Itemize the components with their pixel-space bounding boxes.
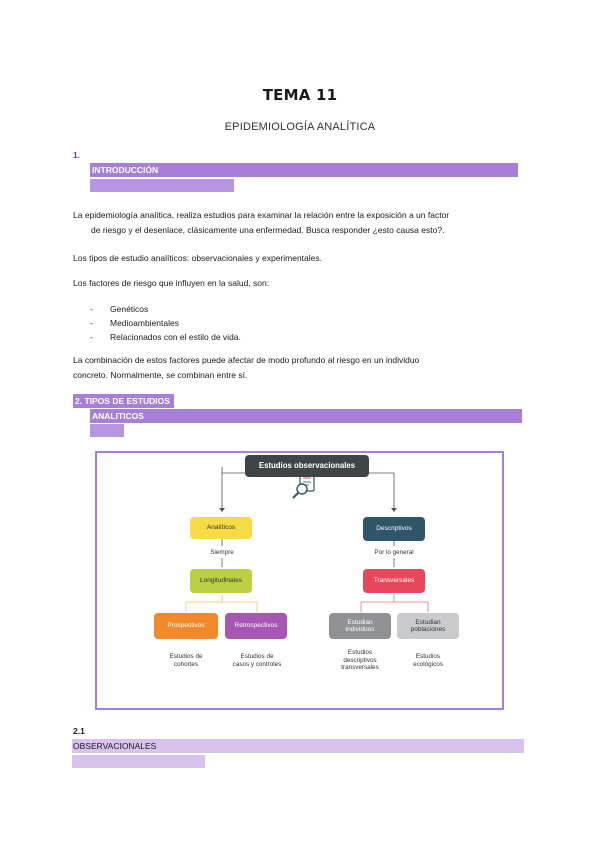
individuals-node bbox=[329, 613, 391, 639]
caption-line: Estudios bbox=[415, 653, 441, 660]
root-node: Estudios observacionales bbox=[245, 455, 369, 477]
page-subtitle: EPIDEMIOLOGÍA ANALÍTICA bbox=[224, 121, 376, 133]
page-title: TEMA 11 bbox=[262, 86, 338, 104]
caption-line: Estudios de bbox=[240, 653, 274, 660]
node-line: individuos bbox=[345, 626, 375, 633]
retrospective-node: Retrospectivos bbox=[225, 613, 287, 639]
observational-studies-diagram bbox=[95, 451, 504, 710]
analytic-node: Analíticos bbox=[190, 517, 252, 539]
list-item: - Genéticos bbox=[90, 302, 241, 316]
descriptive-node: Descriptivos bbox=[363, 517, 425, 541]
longitudinal-node: Longitudinales bbox=[190, 569, 252, 593]
right-connector-label: Por lo general bbox=[374, 549, 414, 556]
factors-paragraph: Los factores de riesgo que influyen en la salud, son: bbox=[73, 278, 270, 288]
combination-line-2: concreto. Normalmente, se combinan entre sí. bbox=[73, 370, 248, 380]
diagram-connectors bbox=[97, 453, 502, 708]
caption-line: ecológicos bbox=[413, 660, 443, 668]
intro-paragraph bbox=[73, 208, 533, 238]
caption-line: casos y controles bbox=[232, 660, 282, 668]
heading-highlight-tail bbox=[72, 755, 205, 768]
populations-node bbox=[397, 613, 459, 639]
intro-line-2: de riesgo y el desenlace, clásicamente una enfermedad. Busca responder ¿esto causa esto?. bbox=[91, 225, 445, 235]
individuals-caption bbox=[329, 649, 391, 672]
retrospective-caption bbox=[219, 653, 295, 668]
section-subheading: ANALITICOS bbox=[92, 411, 144, 421]
caption-line: descriptivos bbox=[343, 656, 377, 664]
section-heading: 2. TIPOS DE ESTUDIOS bbox=[75, 396, 170, 406]
list-item: - Medioambientales bbox=[90, 316, 241, 330]
caption-line: cohortes bbox=[173, 660, 199, 668]
prospective-caption bbox=[151, 653, 221, 668]
caption-line: transversales bbox=[341, 664, 379, 671]
section-number: 1. bbox=[73, 150, 81, 160]
heading-highlight-tail bbox=[90, 179, 234, 192]
combination-line-1: La combinación de estos factores puede afectar de modo profundo al riesgo en un individuo bbox=[73, 355, 420, 365]
section-heading: INTRODUCCIÓN bbox=[92, 165, 159, 175]
types-paragraph: Los tipos de estudio analíticos: observacionales y experimentales. bbox=[73, 253, 323, 263]
combination-paragraph bbox=[73, 353, 533, 383]
node-line: poblaciones bbox=[410, 626, 446, 633]
node-line: Estudian bbox=[415, 618, 441, 626]
transversal-node: Transversales bbox=[363, 569, 425, 593]
factors-list bbox=[90, 302, 241, 344]
node-line: Estudian bbox=[347, 618, 373, 626]
subheading-highlight-tail bbox=[90, 424, 124, 437]
prospective-node: Prospectivos bbox=[154, 613, 218, 639]
section-number: 2.1 bbox=[73, 726, 85, 736]
caption-line: Estudios bbox=[347, 649, 373, 656]
populations-caption bbox=[397, 653, 459, 668]
list-item: - Relacionados con el estilo de vida. bbox=[90, 330, 241, 344]
left-connector-label: Siempre bbox=[210, 549, 234, 556]
subheading-highlight bbox=[90, 409, 522, 423]
caption-line: Estudios de bbox=[169, 653, 203, 660]
intro-line-1: La epidemiología analítica, realiza estudios para examinar la relación entre la exposición a un factor bbox=[73, 210, 450, 220]
section-heading: OBSERVACIONALES bbox=[73, 741, 157, 751]
